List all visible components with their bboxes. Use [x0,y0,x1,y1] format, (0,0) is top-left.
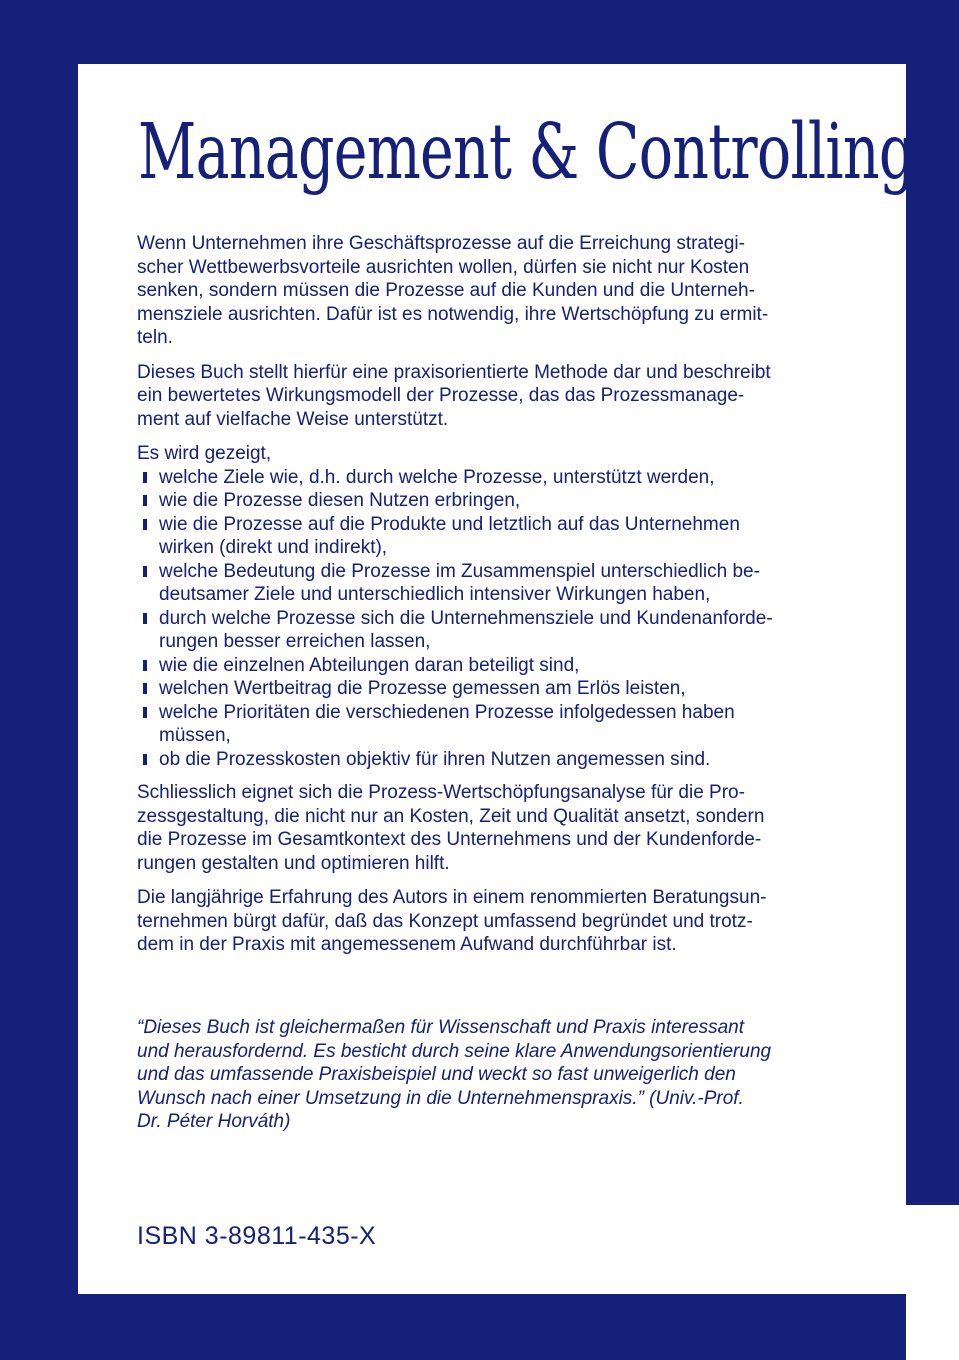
list-item: welche Bedeutung die Prozesse im Zusammenspiel unterschiedlich be- deutsamer Ziele und unterschiedlich intensiver Wirkungen haben, [137,560,857,607]
paragraph-author: Die langjährige Erfahrung des Autors in einem renommierten Beratungsun- ternehmen bürgt dafür, daß das Konzept umfassend begründet und trotz- dem in der Praxis mit angemessenem Aufwand durchführbar ist. [137,887,767,955]
list-item: wie die Prozesse diesen Nutzen erbringen, [137,489,857,513]
list-item: ob die Prozesskosten objektiv für ihren Nutzen angemessen sind. [137,748,857,772]
list-item: welchen Wertbeitrag die Prozesse gemessen am Erlös leisten, [137,677,857,701]
bullet-mark-icon [143,566,147,577]
paragraph-design: Schliesslich eignet sich die Prozess-Wertschöpfungsanalyse für die Pro- zessgestaltung, die nicht nur an Kosten, Zeit und Qualität ansetzt, sondern die Prozesse im Gesamtkontext des Unternehmens und der Kundenforde- rungen gestalten und optimieren hilft. [137,782,765,874]
bullet-mark-icon [143,613,147,624]
list-item: welche Prioritäten die verschiedenen Prozesse infolgedessen haben müssen, [137,701,857,748]
paragraph-method: Dieses Buch stellt hierfür eine praxisorientierte Methode dar und beschreibt ein bewertetes Wirkungsmodell der Prozesse, das das Prozessmanage- ment auf vielfache Weise unterstützt. [137,361,771,430]
bullet-mark-icon [143,495,147,506]
paragraph-intro: Wenn Unternehmen ihre Geschäftsprozesse auf die Erreichung strategi- scher Wettbewerbsvorteile ausrichten wollen, dürfen sie nicht nur Kosten senken, sondern müssen die Prozesse auf die Kunden und die Unterneh- mensziele ausrichten. Dafür ist es notwendig, ihre Wertschöpfung zu ermit- teln. [137,233,769,348]
cover-title: Management & Controlling [138,108,915,197]
list-item: durch welche Prozesse sich die Unternehmensziele und Kundenanforde- rungen besser erreichen lassen, [137,607,857,654]
list-item: welche Ziele wie, d.h. durch welche Prozesse, unterstützt werden, [137,466,857,490]
isbn-number: ISBN 3-89811-435-X [137,1222,377,1250]
bullet-mark-icon [143,472,147,483]
blurb [137,232,857,968]
list-item: wie die einzelnen Abteilungen daran beteiligt sind, [137,654,857,678]
bullet-mark-icon [143,707,147,718]
bullet-mark-icon [143,683,147,694]
bullet-mark-icon [143,660,147,671]
bullet-list [137,466,857,772]
list-intro: Es wird gezeigt, [137,443,272,464]
list-item: wie die Prozesse auf die Produkte und letztlich auf das Unternehmen wirken (direkt und indirekt), [137,513,857,560]
bullet-mark-icon [143,519,147,530]
page-edge [906,1205,959,1360]
bullet-mark-icon [143,754,147,765]
endorsement-quote: “Dieses Buch ist gleichermaßen für Wissenschaft und Praxis interessant und herausfordernd. Es besticht durch seine klare Anwendungsorientierung und das umfassende Praxisbeispiel und weckt so fast unweigerlich den Wunsch nach einer Umsetzung in die Unternehmenspraxis.” (Univ.-Prof. Dr. Péter Horváth) [137,1017,772,1132]
